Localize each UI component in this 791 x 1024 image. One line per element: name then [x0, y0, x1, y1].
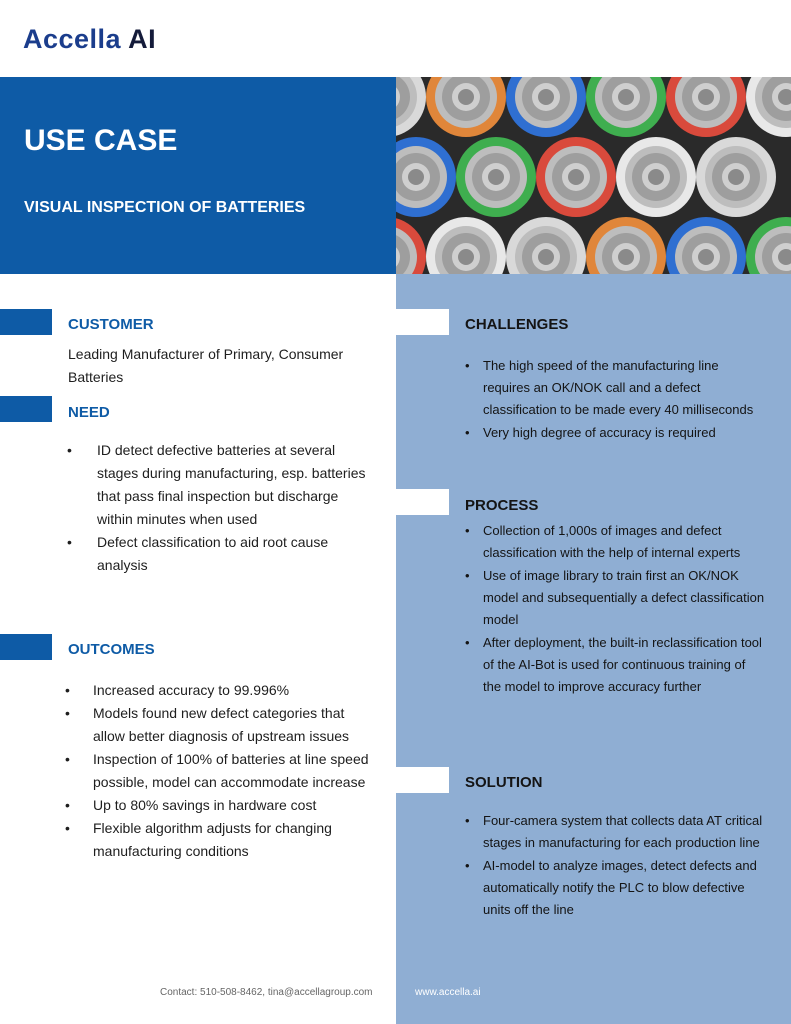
outcomes-list [65, 679, 375, 863]
battery-top [426, 77, 506, 137]
battery-top [426, 217, 506, 274]
challenges-heading: CHALLENGES [465, 316, 569, 333]
battery-top [586, 77, 666, 137]
list-item: • The high speed of the manufacturing line requires an OK/NOK call and a defect classification to be made every 40 milliseconds [465, 355, 765, 421]
list-item: • Use of image library to train first an OK/NOK model and subsequentially a defect classification model [465, 565, 765, 631]
list-item: • Increased accuracy to 99.996% [65, 679, 375, 702]
list-item: • Inspection of 100% of batteries at line speed possible, model can accommodate increase [65, 748, 375, 794]
customer-text: Leading Manufacturer of Primary, Consumer Batteries [68, 346, 344, 385]
logo-name-ai: AI [128, 23, 157, 54]
challenges-marker [396, 309, 449, 335]
battery-top [506, 217, 586, 274]
outcomes-heading: OUTCOMES [68, 641, 155, 658]
battery-top [666, 77, 746, 137]
batteries-photo [396, 77, 791, 274]
challenges-list [465, 355, 765, 445]
battery-top [396, 217, 426, 274]
battery-top [616, 137, 696, 217]
battery-top [586, 217, 666, 274]
customer-marker [0, 309, 52, 335]
battery-top [666, 217, 746, 274]
battery-top [506, 77, 586, 137]
battery-top [396, 137, 456, 217]
process-list [465, 520, 765, 699]
process-heading: PROCESS [465, 497, 539, 514]
list-item: • Up to 80% savings in hardware cost [65, 794, 375, 817]
batteries-illustration [396, 77, 791, 274]
battery-top [456, 137, 536, 217]
battery-top [396, 77, 426, 137]
customer-heading: CUSTOMER [68, 316, 154, 333]
solution-heading: SOLUTION [465, 774, 543, 791]
battery-top [746, 217, 791, 274]
solution-marker [396, 767, 449, 793]
solution-list [465, 810, 765, 922]
company-logo [23, 24, 156, 54]
list-item: • Flexible algorithm adjusts for changing manufacturing conditions [65, 817, 375, 863]
list-item: • Four-camera system that collects data AT critical stages in manufacturing for each production line [465, 810, 765, 854]
hero-banner [0, 77, 396, 274]
battery-top [536, 137, 616, 217]
need-marker [0, 396, 52, 422]
list-item: • Defect classification to aid root cause analysis [67, 531, 367, 577]
logo-name-accella: Accella [23, 23, 122, 54]
list-item: • Very high degree of accuracy is required [465, 422, 765, 444]
need-list [67, 439, 367, 577]
list-item: • After deployment, the built-in reclassification tool of the AI-Bot is used for continuous training of the model to improve accuracy further [465, 632, 765, 698]
list-item: • AI-model to analyze images, detect defects and automatically notify the PLC to blow defective units off the line [465, 855, 765, 921]
need-heading: NEED [68, 404, 110, 421]
page-title: USE CASE [24, 124, 178, 157]
list-item: • Models found new defect categories that allow better diagnosis of upstream issues [65, 702, 375, 748]
outcomes-marker [0, 634, 52, 660]
process-marker [396, 489, 449, 515]
battery-top [746, 77, 791, 137]
list-item: • ID detect defective batteries at several stages during manufacturing, esp. batteries that pass final inspection but discharge within minutes when used [67, 439, 367, 531]
list-item: • Collection of 1,000s of images and defect classification with the help of internal experts [465, 520, 765, 564]
footer-contact: Contact: 510-508-8462, tina@accellagroup.com [160, 987, 373, 998]
battery-top [696, 137, 776, 217]
footer-website[interactable]: www.accella.ai [415, 987, 481, 998]
page-subtitle: VISUAL INSPECTION OF BATTERIES [24, 199, 306, 216]
